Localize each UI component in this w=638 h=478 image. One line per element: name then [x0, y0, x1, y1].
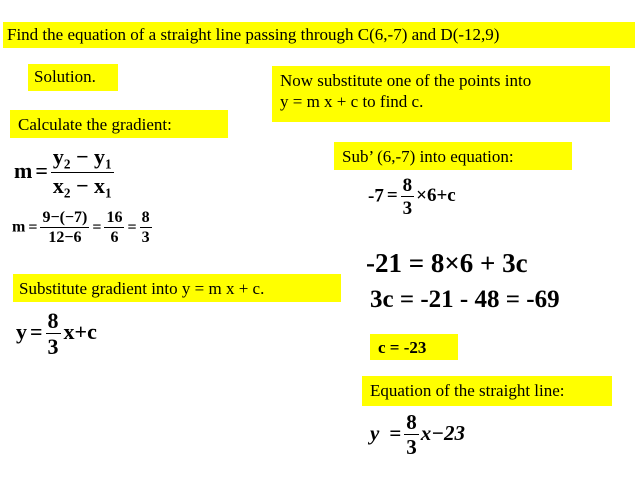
substitution-step-1: -7 = $\frac{8}{3}$ ×6+c [368, 175, 456, 219]
substitution-step-3: 3c = -21 - 48 = -69 [370, 286, 560, 313]
gradient-fraction-3: $\frac{8}{3}$ [141, 209, 150, 246]
final-equation: y = $\frac{8}{3}$ x−23 [370, 410, 466, 459]
formula-numerator: $y_2 - y_1$ [52, 144, 112, 172]
equation-label: Equation of the straight line: [362, 376, 612, 406]
substitute-points-note: Now substitute one of the points into y = m x + c to find c. [272, 66, 610, 122]
gradient-formula [14, 146, 114, 200]
formula-equals: = [35, 157, 48, 183]
final-equation-fraction: $\frac{8}{3}$ [406, 410, 417, 459]
c-value-badge: c = -23 [370, 334, 458, 360]
substitute-gradient-label: Substitute gradient into y = m x + c. [13, 274, 341, 302]
formula-denominator: $x_2 - x_1$ [52, 172, 112, 201]
line-equation: y = $\frac{8}{3}$ x+c [16, 308, 97, 359]
problem-title: Find the equation of a straight line passing through C(6,-7) and D(-12,9) [7, 25, 500, 44]
calculate-gradient-label: Calculate the gradient: [10, 110, 228, 138]
line-equation-fraction: $\frac{8}{3}$ [47, 308, 59, 359]
title-box [3, 22, 635, 48]
gradient-fraction-1: $\frac{9-(-7)}{12-6}$ [42, 209, 88, 246]
solution-label: Solution. [28, 64, 118, 91]
substitution-step-2: -21 = 8×6 + 3c [366, 248, 528, 278]
step1-fraction: $\frac{8}{3}$ [402, 175, 413, 219]
formula-m: m [14, 157, 33, 183]
formula-fraction [51, 146, 114, 200]
gradient-calculation: m = $\frac{9-(-7)}{12-6}$ = $\frac{16}{6}$ = $\frac{8}{3}$ [12, 209, 150, 246]
sub-point-label: Sub’ (6,-7) into equation: [334, 142, 572, 170]
gradient-fraction-2: $\frac{16}{6}$ [106, 209, 123, 246]
